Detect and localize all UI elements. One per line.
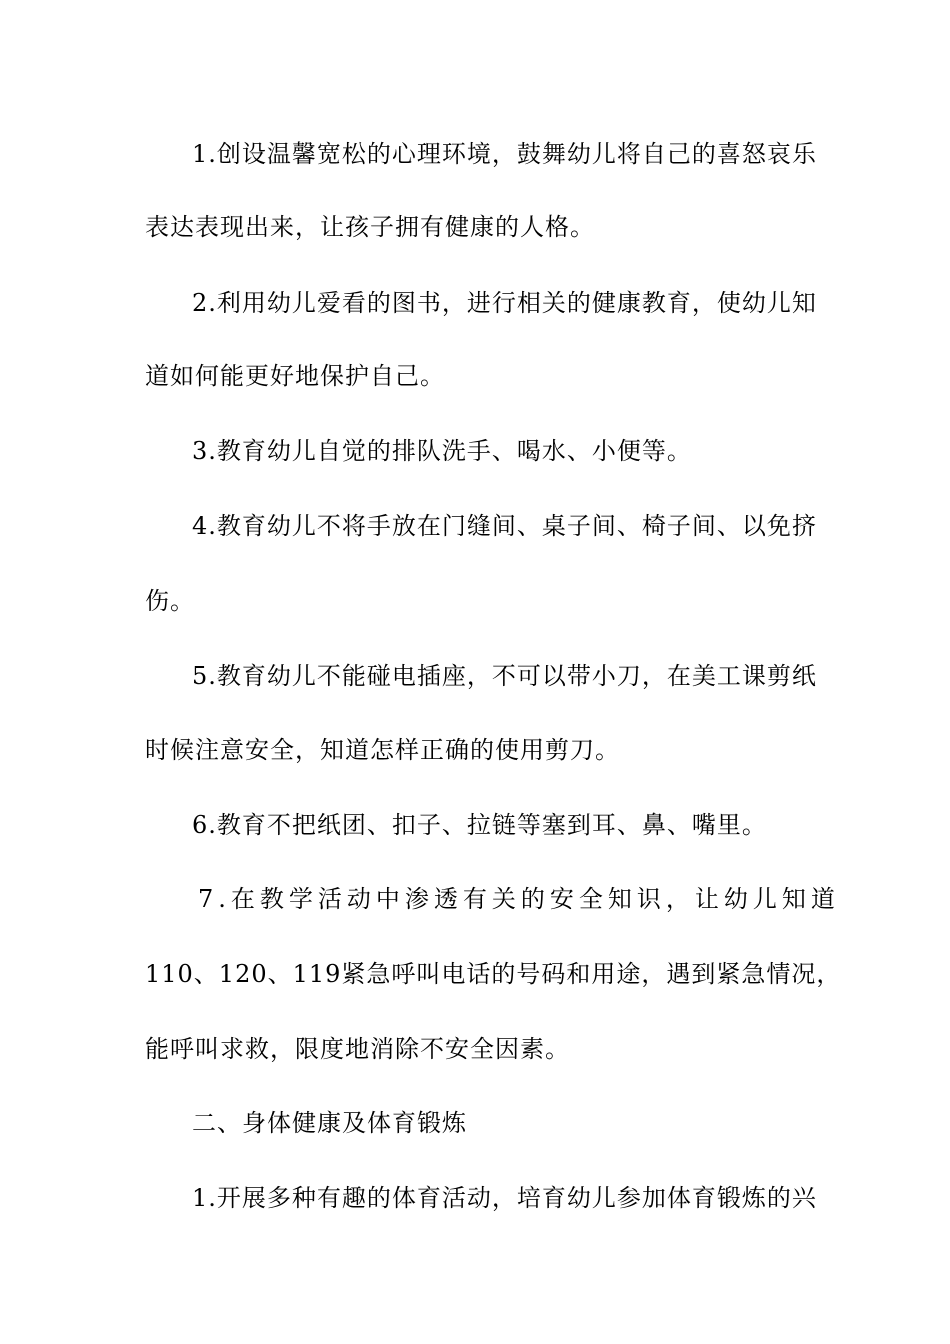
paragraph-3-line-1: 3.教育幼儿自觉的排队洗手、喝水、小便等。	[192, 437, 692, 465]
paragraph-4-line-1: 4.教育幼儿不将手放在门缝间、桌子间、椅子间、以免挤	[192, 512, 817, 540]
section-paragraph-1-line-1: 1.开展多种有趣的体育活动，培育幼儿参加体育锻炼的兴	[192, 1184, 817, 1212]
section-heading: 二、身体健康及体育锻炼	[192, 1109, 467, 1137]
paragraph-7-line-2: 110、120、119紧急呼叫电话的号码和用途，遇到紧急情况，	[145, 960, 842, 988]
paragraph-4-line-2: 伤。	[145, 587, 195, 615]
paragraph-7-line-1: 7.在教学活动中渗透有关的安全知识，让幼儿知道	[198, 885, 840, 913]
paragraph-2-line-2: 道如何能更好地保护自己。	[145, 362, 445, 390]
paragraph-6-line-1: 6.教育不把纸团、扣子、拉链等塞到耳、鼻、嘴里。	[192, 811, 767, 839]
paragraph-1-line-1: 1.创设温馨宽松的心理环境，鼓舞幼儿将自己的喜怒哀乐	[192, 140, 817, 168]
paragraph-5-line-2: 时候注意安全，知道怎样正确的使用剪刀。	[145, 736, 620, 764]
paragraph-5-line-1: 5.教育幼儿不能碰电插座，不可以带小刀，在美工课剪纸	[192, 662, 817, 690]
paragraph-1-line-2: 表达表现出来，让孩子拥有健康的人格。	[145, 213, 595, 241]
paragraph-7-line-3: 能呼叫求救，限度地消除不安全因素。	[145, 1035, 570, 1063]
paragraph-2-line-1: 2.利用幼儿爱看的图书，进行相关的健康教育，使幼儿知	[192, 289, 817, 317]
